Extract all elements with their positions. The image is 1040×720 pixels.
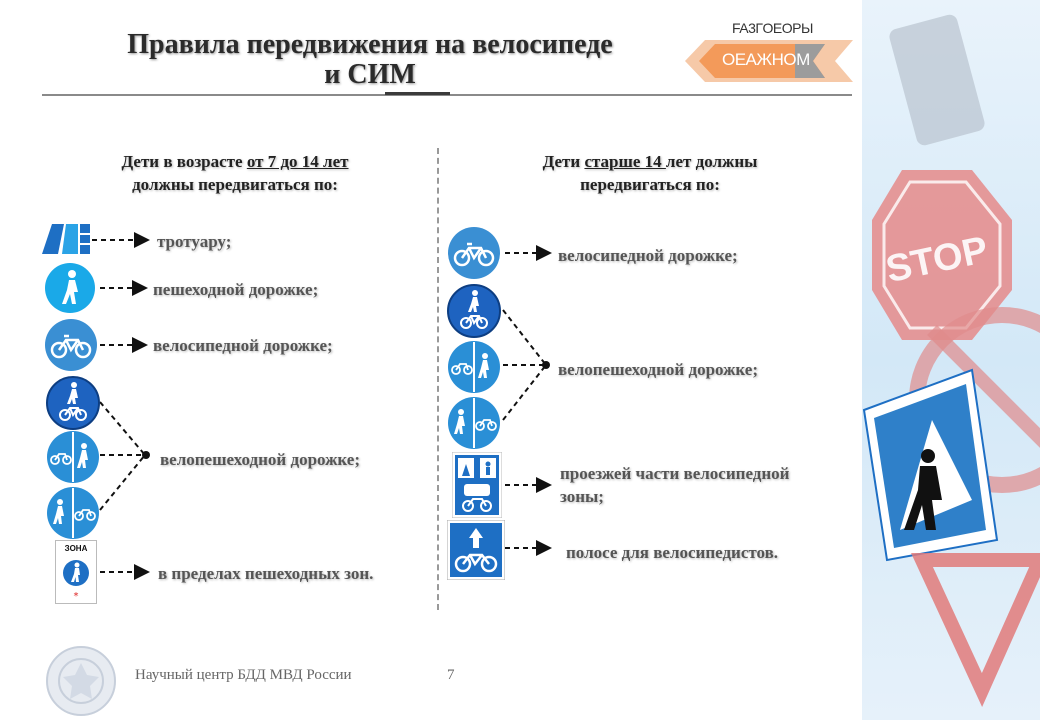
- left-heading-line2: должны передвигаться по:: [132, 175, 338, 194]
- pedestrian-path-sign-icon: [44, 262, 96, 314]
- logo-caption: FA3ГOEOPЫ: [732, 20, 813, 36]
- shared-path-split-sign-icon: [46, 430, 100, 484]
- right-item-bicycle-zone-line1: проезжей части велосипедной: [560, 464, 790, 483]
- left-heading-prefix: Дети в возрасте: [121, 152, 247, 171]
- title-line-2: и СИМ: [324, 59, 416, 90]
- left-item-bicycle-path: велосипедной дорожке;: [153, 336, 333, 355]
- right-item-bicycle-path: велосипедной дорожке;: [558, 246, 738, 265]
- pedestrian-zone-icon: [56, 553, 96, 603]
- bicycle-lane-sign-icon: [447, 520, 505, 580]
- svg-text:STOP: STOP: [882, 228, 992, 292]
- svg-text:*: *: [73, 591, 79, 602]
- footer-organization: Научный центр БДД МВД России: [135, 667, 352, 683]
- left-heading-emphasis: от 7 до 14 лет: [246, 152, 349, 171]
- right-item-bicycle-lane: полосе для велосипедистов.: [566, 543, 779, 562]
- right-item-shared-path: велопешеходной дорожке;: [558, 360, 758, 379]
- left-item-pedestrian-zone: в пределах пешеходных зон.: [158, 564, 374, 583]
- left-item-shared-path: велопешеходной дорожке;: [160, 450, 360, 469]
- right-shared-path-split-sign-icon: [447, 340, 501, 394]
- shared-path-vertical-sign-icon: [46, 376, 100, 430]
- left-item-sidewalk: тротуару;: [157, 232, 232, 251]
- right-item-bicycle-zone: [560, 462, 789, 508]
- emblem-icon: [45, 645, 117, 717]
- left-item-pedestrian-path: пешеходной дорожке;: [153, 280, 319, 299]
- zone-sign-label: ЗОНА: [64, 544, 88, 553]
- right-item-bicycle-zone-line2: зоны;: [560, 487, 604, 506]
- page-number: 7: [447, 667, 455, 683]
- bicycle-path-sign-icon: [44, 318, 98, 372]
- right-heading-prefix: Дети: [542, 152, 585, 171]
- shared-path-split-reverse-sign-icon: [46, 486, 100, 540]
- right-heading-emphasis: старше 14: [584, 152, 666, 171]
- right-bicycle-path-sign-icon: [447, 226, 501, 280]
- bicycle-zone-sign-icon: [452, 452, 502, 518]
- right-shared-path-vertical-sign-icon: [447, 284, 501, 338]
- sidewalk-icon: [42, 218, 92, 256]
- road-signs-decoration: [862, 0, 1040, 720]
- right-shared-path-split-reverse-sign-icon: [447, 396, 501, 450]
- right-heading-suffix: лет должны: [665, 152, 758, 171]
- right-heading-line2: передвигаться по:: [580, 175, 720, 194]
- logo-text: OEAЖHOM: [722, 50, 810, 69]
- title-line-1: Правила передвижения на велосипеде: [127, 29, 613, 60]
- pedestrian-zone-sign: [55, 540, 97, 604]
